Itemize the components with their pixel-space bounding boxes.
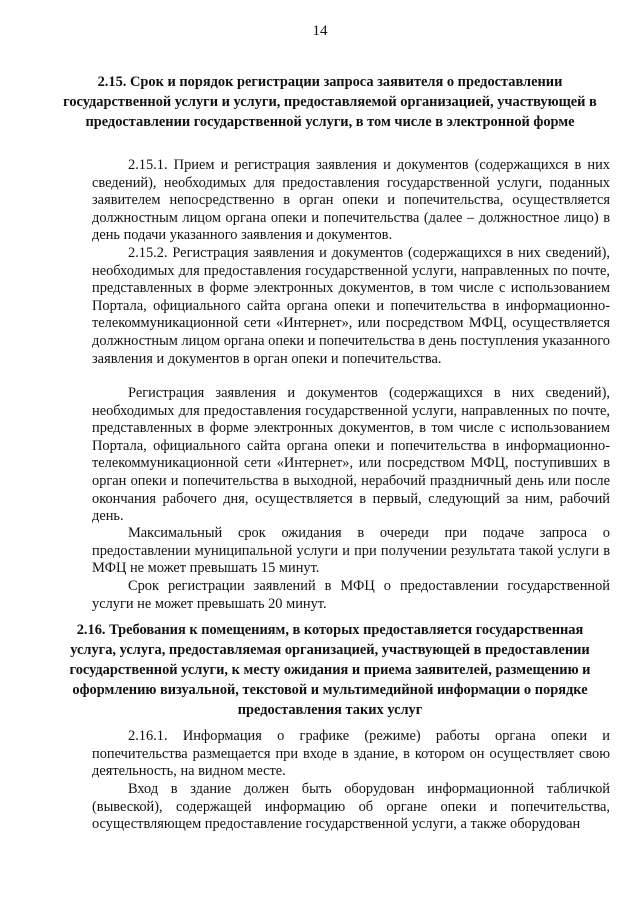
paragraph-2-15-2: 2.15.2. Регистрация заявления и документов (содержащихся в них сведений), необходимых для предоставления государственной услуги, направленных по почте, представленных в форме электронных документов, в том числе с использованием Портала, официального сайта органа опеки и попечительства в информационно-телекоммуникационной сети «Интернет», или посредством МФЦ, осуществляется должностным лицом органа опеки и попечительства в день поступления указанного заявления и документов в орган опеки и попечительства.: [92, 245, 610, 367]
paragraph-mfc-registration-time: Срок регистрации заявлений в МФЦ о предоставлении государственной услуги не может превышать 20 минут.: [92, 578, 610, 612]
paragraph-entrance-sign: Вход в здание должен быть оборудован информационной табличкой (вывеской), содержащей информацию об органе опеки и попечительства, осуществляющем предоставление государственной услуги, а также оборудован: [92, 781, 610, 833]
section-2-16-heading: 2.16. Требования к помещениям, в которых предоставляется государственная услуга, услуга, предоставляемая организацией, участвующей в предоставлении государственной услуги, к месту ожидания и приема заявителей, размещению и оформлению визуальной, текстовой и мультимедийной информации о порядке предоставления таких услуг: [69, 622, 591, 718]
paragraph-queue-wait-time: Максимальный срок ожидания в очереди при подаче запроса о предоставлении муниципальной услуги и при получении результата такой услуги в МФЦ не может превышать 15 минут.: [92, 525, 610, 577]
paragraph-2-16-1: 2.16.1. Информация о графике (режиме) работы органа опеки и попечительства размещается при входе в здание, в котором он осуществляет свою деятельность, на видном месте.: [92, 728, 610, 780]
paragraph-2-15-1: 2.15.1. Прием и регистрация заявления и документов (содержащихся в них сведений), необходимых для предоставления государственной услуги, поданных заявителем непосредственно в орган опеки и попечительства, осуществляется должностным лицом органа опеки и попечительства (далее – должностное лицо) в день подачи указанного заявления и документов.: [92, 157, 610, 244]
paragraph-registration-offhours: Регистрация заявления и документов (содержащихся в них сведений), необходимых для предоставления государственной услуги, направленных по почте, представленных в форме электронных документов, в том числе с использованием Портала, официального сайта органа опеки и попечительства в информационно-телекоммуникационной сети «Интернет», или посредством МФЦ, поступивших в орган опеки и попечительства в выходной, нерабочий праздничный день или после окончания рабочего дня, осуществляется в первый, следующий за ним, рабочий день.: [92, 385, 610, 525]
section-2-15-heading: 2.15. Срок и порядок регистрации запроса заявителя о предоставлении государственной услуги и услуги, предоставляемой организацией, участвующей в предоставлении государственной услуги, в том числе в электронной форме: [63, 74, 597, 130]
page-number: 14: [312, 23, 328, 39]
